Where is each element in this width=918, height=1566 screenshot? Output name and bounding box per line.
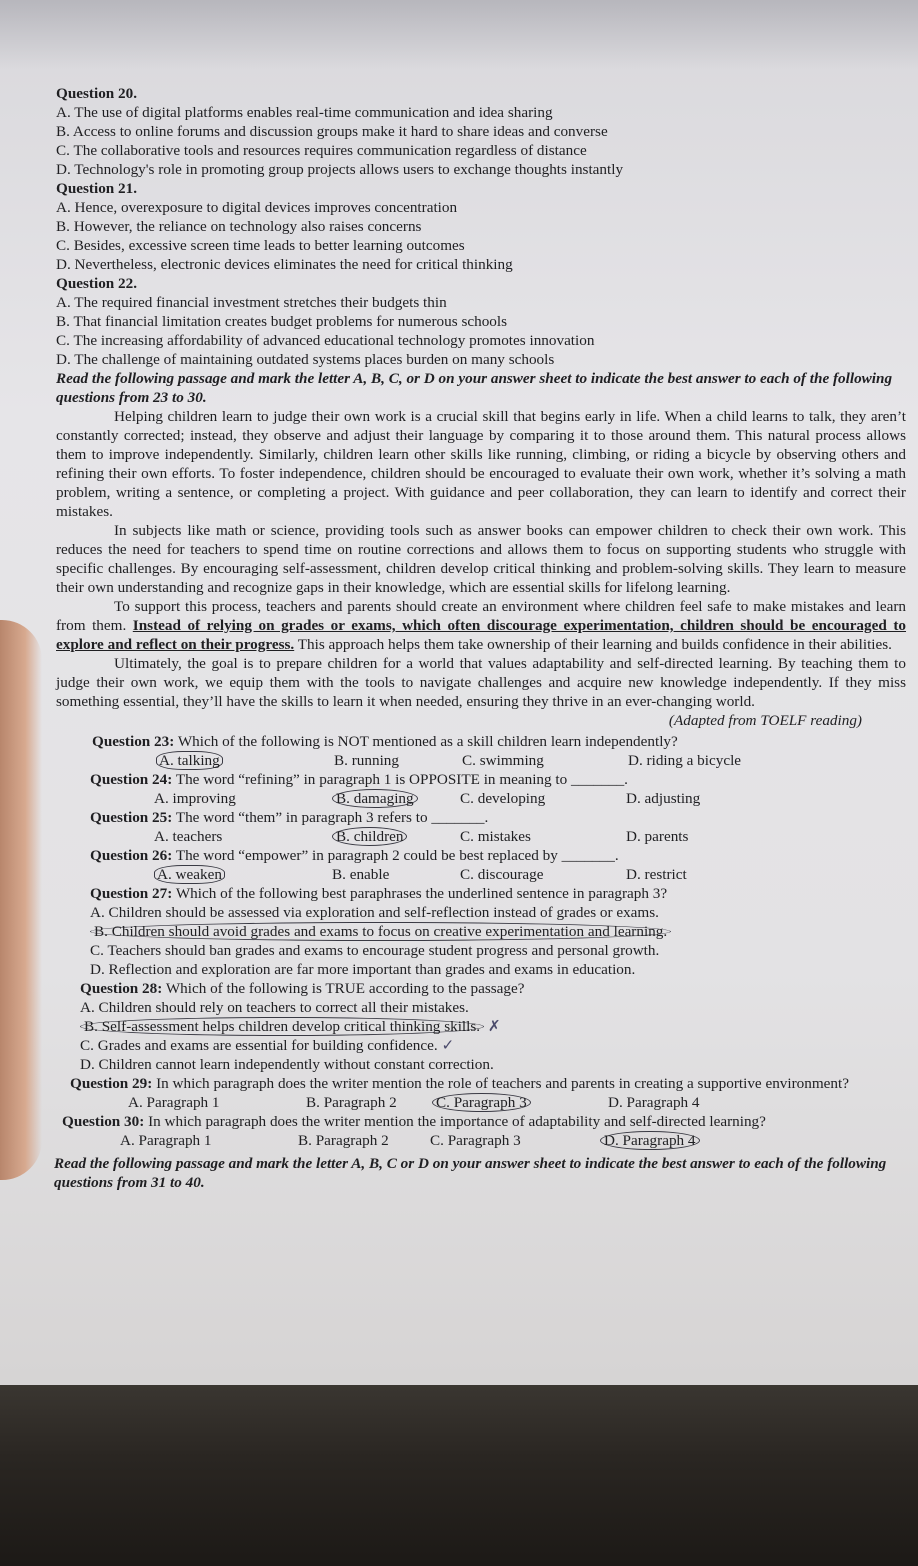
q26-option-b[interactable]: B. enable — [332, 866, 390, 883]
q25-option-c[interactable]: C. mistakes — [460, 828, 531, 845]
instruction-23-30: Read the following passage and mark the letter A, B, C, or D on your answer sheet to indicate the best answer to each of the following questions from 23 to 30. — [56, 370, 893, 406]
q20-option-c: C. The collaborative tools and resources requires communication regardless of distance — [56, 142, 587, 159]
q23-option-c[interactable]: C. swimming — [462, 752, 544, 769]
question-26 — [90, 846, 906, 884]
question-21-heading: Question 21. — [56, 180, 138, 197]
q24-option-a[interactable]: A. improving — [154, 790, 236, 807]
q25-option-b[interactable]: B. children — [332, 827, 407, 846]
question-20-heading: Question 20. — [56, 85, 138, 102]
q22-option-c: C. The increasing affordability of advanced educational technology promotes innovation — [56, 332, 595, 349]
q26-option-d[interactable]: D. restrict — [626, 866, 687, 883]
q25-option-a[interactable]: A. teachers — [154, 828, 223, 845]
q21-option-a: A. Hence, overexposure to digital devices improves concentration — [56, 199, 458, 216]
question-25 — [90, 808, 906, 846]
cross-mark-icon: ✗ — [487, 1017, 501, 1035]
question-22-heading: Question 22. — [56, 275, 138, 292]
question-23 — [92, 732, 906, 770]
q25-label: Question 25: — [90, 809, 173, 826]
q20-option-d: D. Technology's role in promoting group projects allows users to exchange thoughts instantly — [56, 161, 624, 178]
passage-paragraph-1: Helping children learn to judge their own work is a crucial skill that begins early in life. When a child learns to talk, they aren’t constantly corrected; instead, they observe and adjust their language by comparing it to those around them. This natural process allows them to improve independently. Similarly, children learn other skills like running, climbing, or riding a bicycle by observing others and refining their own efforts. To foster independence, children should be encouraged to evaluate their own work, whether it’s solving a math problem, writing a sentence, or completing a project. With guidance and peer collaboration, they can learn to identify and correct their mistakes. — [56, 408, 906, 520]
q23-option-a[interactable]: A. talking — [156, 751, 223, 770]
question-20 — [56, 84, 906, 179]
question-29 — [70, 1074, 906, 1112]
question-22 — [56, 274, 906, 369]
instruction-31-40: Read the following passage and mark the letter A, B, C or D on your answer sheet to indicate the best answer to each of the following questions from 31 to 40. — [54, 1155, 887, 1191]
question-30 — [62, 1112, 906, 1150]
q28-option-b[interactable]: B. Self-assessment helps children develop critical thinking skills. — [80, 1017, 484, 1036]
q25-option-d[interactable]: D. parents — [626, 828, 689, 845]
q27-option-b[interactable]: B. Children should avoid grades and exams to focus on creative experimentation and learning. — [90, 922, 671, 941]
q25-stem: The word “them” in paragraph 3 refers to _______. — [175, 809, 489, 826]
question-24 — [90, 770, 906, 808]
q21-option-c: C. Besides, excessive screen time leads to better learning outcomes — [56, 237, 465, 254]
q20-option-a: A. The use of digital platforms enables real-time communication and idea sharing — [56, 104, 553, 121]
passage-paragraph-3 — [56, 597, 906, 654]
q29-label: Question 29: — [70, 1075, 153, 1092]
q28-label: Question 28: — [80, 980, 163, 997]
q29-option-c[interactable]: C. Paragraph 3 — [432, 1093, 531, 1112]
q29-stem: In which paragraph does the writer mention the role of teachers and parents in creating a supportive environment? — [156, 1075, 849, 1092]
question-27 — [90, 884, 906, 979]
question-28 — [80, 979, 906, 1074]
q27-option-c[interactable]: C. Teachers should ban grades and exams to encourage student progress and personal growth. — [90, 942, 660, 959]
q30-option-d[interactable]: D. Paragraph 4 — [600, 1131, 700, 1150]
q30-option-a[interactable]: A. Paragraph 1 — [120, 1132, 212, 1149]
q26-option-c[interactable]: C. discourage — [460, 866, 544, 883]
q23-option-d[interactable]: D. riding a bicycle — [628, 752, 742, 769]
q26-label: Question 26: — [90, 847, 173, 864]
check-mark-icon: ✓ — [441, 1036, 455, 1054]
q29-option-a[interactable]: A. Paragraph 1 — [128, 1094, 220, 1111]
passage-paragraph-4: Ultimately, the goal is to prepare children for a world that values adaptability and self-directed learning. By teaching them to judge their own work, we equip them with the tools to navigate challenges and acquire new knowledge independently. If they miss something essential, they’ll have the skills to learn it when needed, ensuring they thrive in an ever-changing world. — [56, 655, 906, 710]
desk-surface — [0, 1385, 918, 1566]
paper-shadow — [0, 0, 918, 70]
question-21 — [56, 179, 906, 274]
underlined-sentence: Instead of relying on grades or exams, which often discourage experimentation, children should be encouraged to explore and reflect on their progress. — [56, 617, 907, 653]
q29-option-b[interactable]: B. Paragraph 2 — [306, 1094, 397, 1111]
q20-option-b: B. Access to online forums and discussion groups make it hard to share ideas and converse — [56, 123, 608, 140]
q28-stem: Which of the following is TRUE according to the passage? — [165, 980, 525, 997]
q26-option-a[interactable]: A. weaken — [154, 865, 225, 884]
worksheet-content — [56, 84, 906, 1192]
q23-option-b[interactable]: B. running — [334, 752, 399, 769]
q30-label: Question 30: — [62, 1113, 145, 1130]
p3-end: This approach helps them take ownership of their learning and builds confidence in their abilities. — [294, 636, 892, 653]
q30-option-c[interactable]: C. Paragraph 3 — [430, 1132, 521, 1149]
q27-label: Question 27: — [90, 885, 173, 902]
q21-option-d: D. Nevertheless, electronic devices eliminates the need for critical thinking — [56, 256, 513, 273]
finger — [0, 620, 42, 1180]
q30-option-b[interactable]: B. Paragraph 2 — [298, 1132, 389, 1149]
q23-stem: Which of the following is NOT mentioned as a skill children learn independently? — [177, 733, 678, 750]
q22-option-d: D. The challenge of maintaining outdated systems places burden on many schools — [56, 351, 555, 368]
q22-option-a: A. The required financial investment stretches their budgets thin — [56, 294, 447, 311]
q24-label: Question 24: — [90, 771, 173, 788]
q30-stem: In which paragraph does the writer mention the importance of adaptability and self-directed learning? — [148, 1113, 766, 1130]
q29-option-d[interactable]: D. Paragraph 4 — [608, 1094, 700, 1111]
q24-stem: The word “refining” in paragraph 1 is OPPOSITE in meaning to _______. — [175, 771, 628, 788]
passage-paragraph-2: In subjects like math or science, providing tools such as answer books can empower children to check their own work. This reduces the need for teachers to spend time on routine corrections and allows them to focus on supporting students who struggle with specific challenges. By encouraging self-assessment, children develop critical thinking and problem-solving skills. They learn to measure their own understanding and recognize gaps in their knowledge, which are essential skills for lifelong learning. — [56, 522, 906, 596]
p3-start: To support this process, teachers and parents should create an environment where children feel safe to make mistakes and learn from them. — [56, 598, 906, 634]
q21-option-b: B. However, the reliance on technology also raises concerns — [56, 218, 422, 235]
q24-option-d[interactable]: D. adjusting — [626, 790, 701, 807]
q27-stem: Which of the following best paraphrases the underlined sentence in paragraph 3? — [175, 885, 668, 902]
q28-option-d[interactable]: D. Children cannot learn independently without constant correction. — [80, 1056, 494, 1073]
q28-option-c[interactable]: C. Grades and exams are essential for building confidence. — [80, 1037, 438, 1054]
q27-option-a[interactable]: A. Children should be assessed via exploration and self-reflection instead of grades or exams. — [90, 904, 659, 921]
q28-option-a[interactable]: A. Children should rely on teachers to correct all their mistakes. — [80, 999, 469, 1016]
q26-stem: The word “empower” in paragraph 2 could be best replaced by _______. — [175, 847, 619, 864]
q24-option-c[interactable]: C. developing — [460, 790, 546, 807]
q24-option-b[interactable]: B. damaging — [332, 789, 418, 808]
q23-label: Question 23: — [92, 733, 175, 750]
q27-option-d[interactable]: D. Reflection and exploration are far more important than grades and exams in education. — [90, 961, 636, 978]
q22-option-b: B. That financial limitation creates budget problems for numerous schools — [56, 313, 508, 330]
reading-passage — [56, 407, 906, 730]
passage-source: (Adapted from TOELF reading) — [668, 712, 862, 729]
